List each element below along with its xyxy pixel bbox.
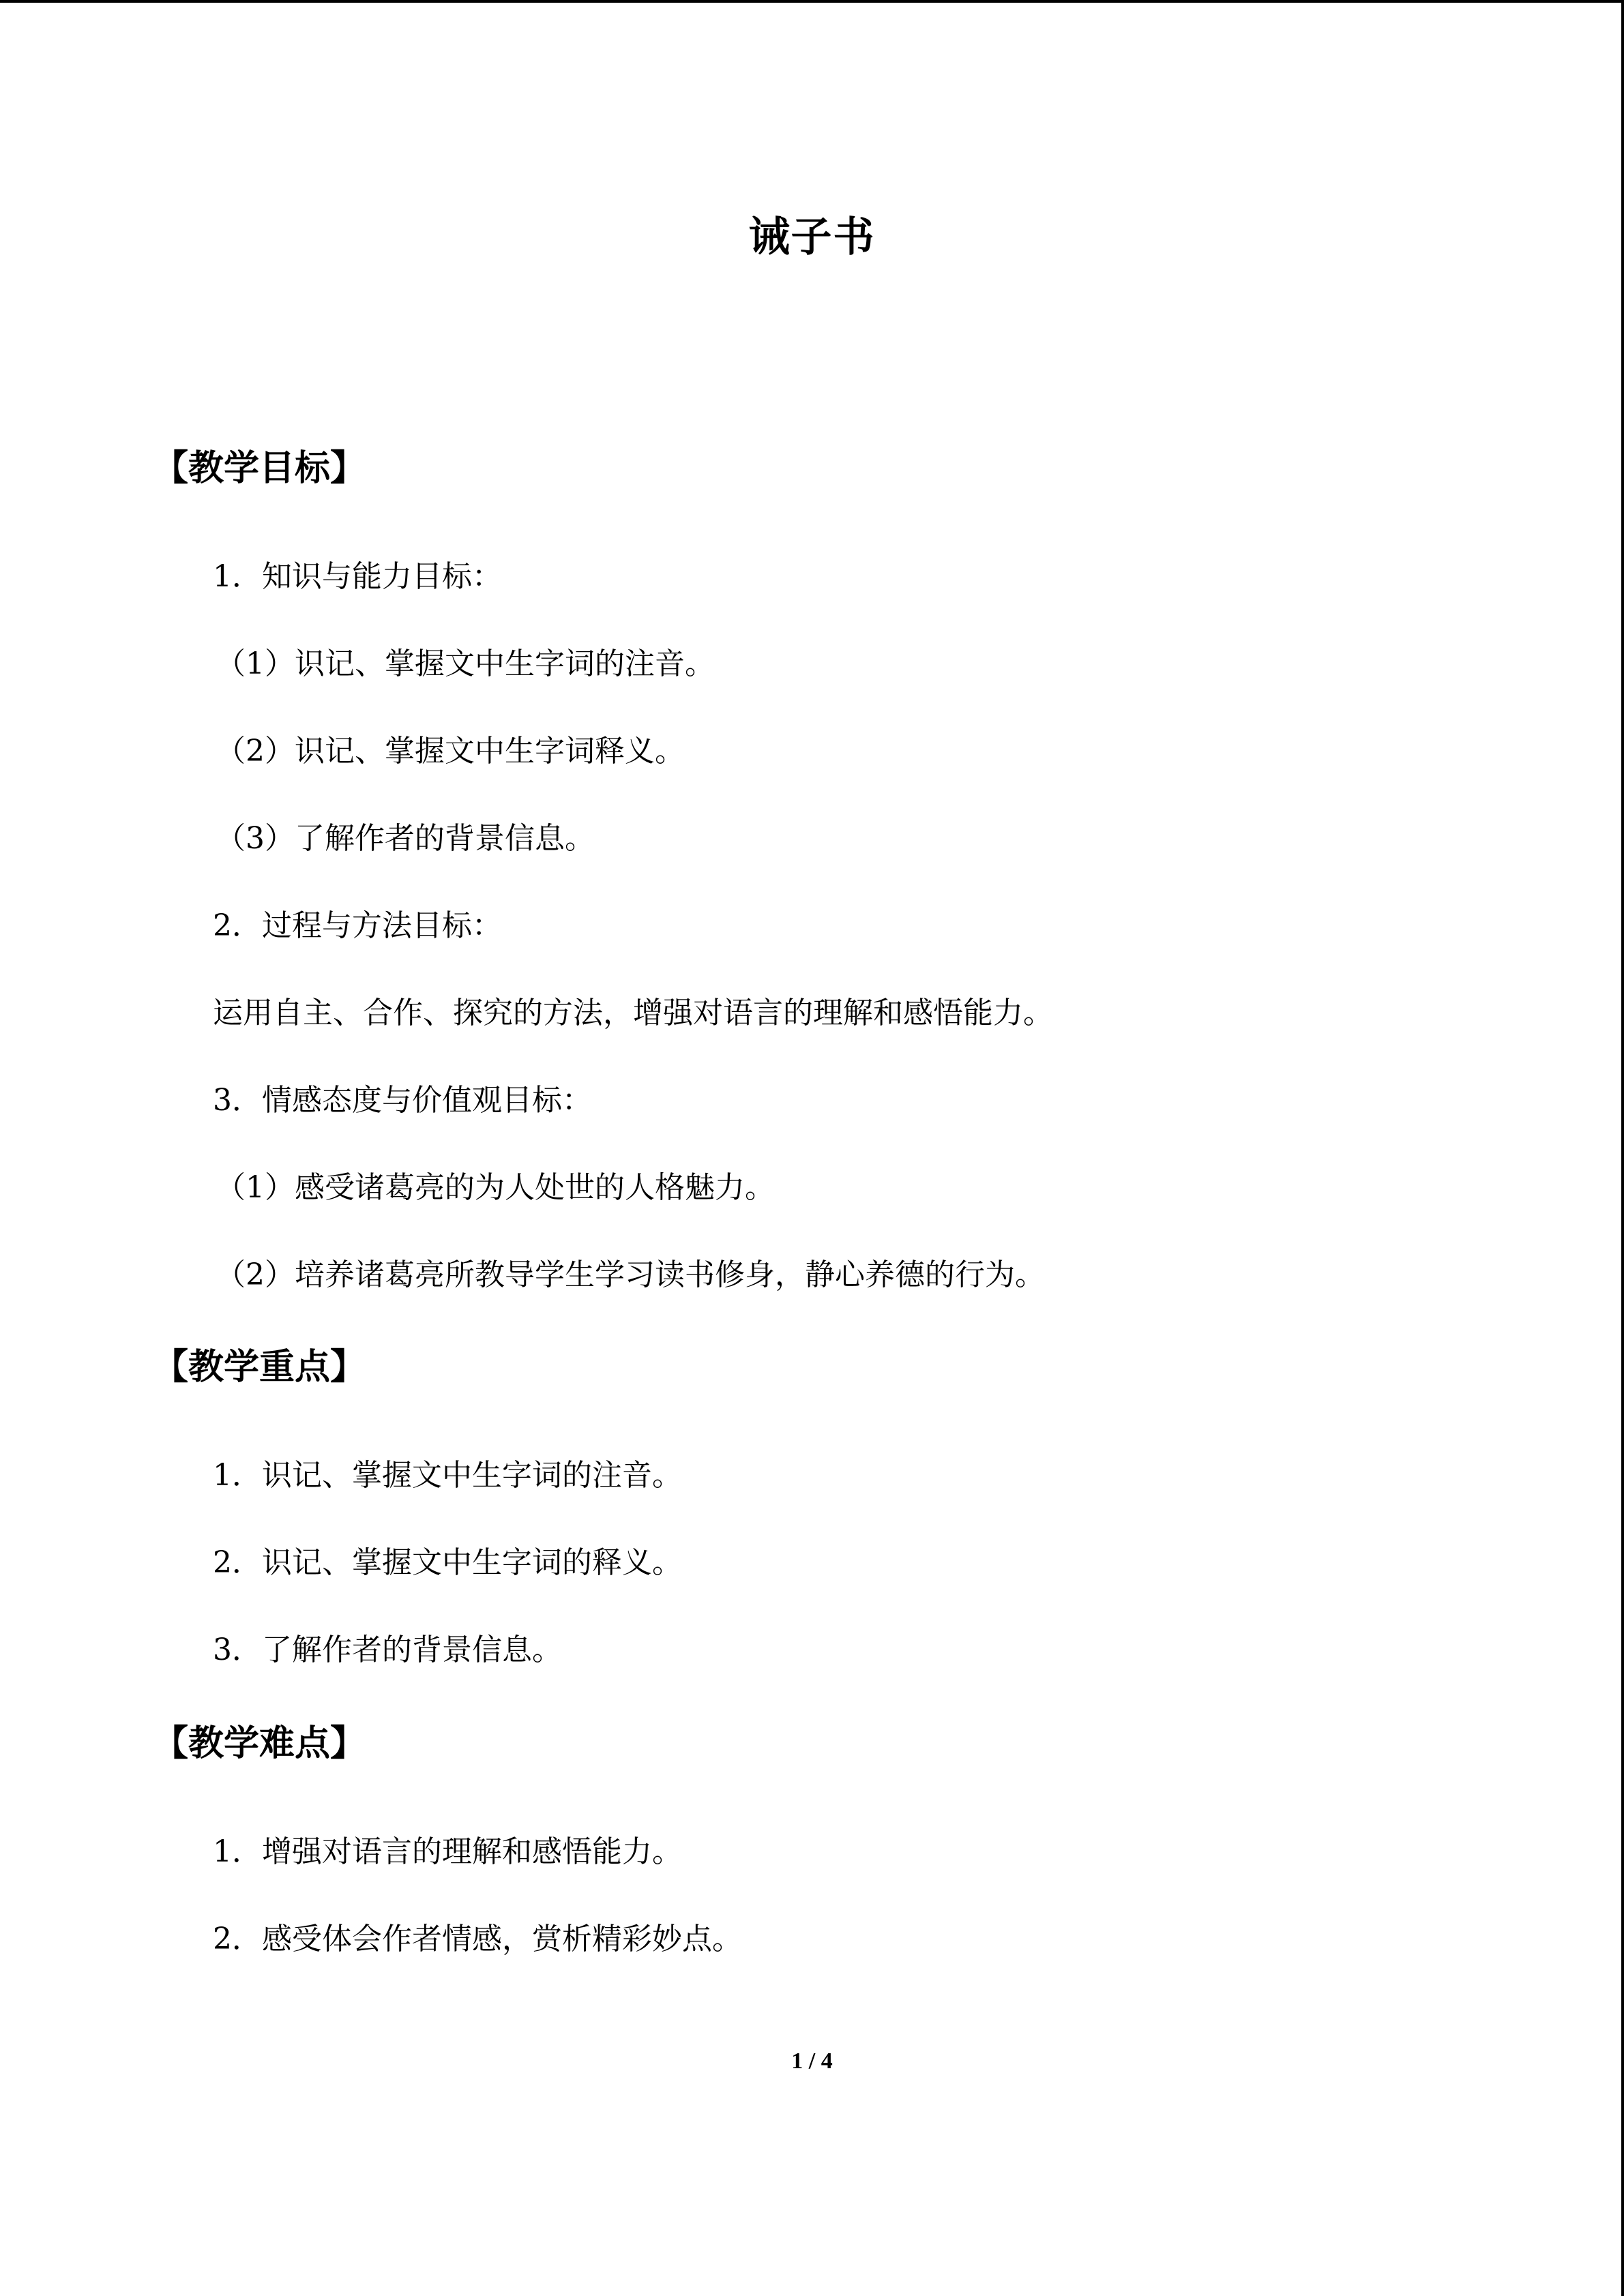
key-points-line: 2．识记、掌握文中生字词的释义。 bbox=[213, 1545, 682, 1580]
difficulties-line: 1．增强对语言的理解和感悟能力。 bbox=[213, 1834, 682, 1869]
key-points-line: 3．了解作者的背景信息。 bbox=[213, 1632, 562, 1667]
objectives-line: （2）识记、掌握文中生字词释义。 bbox=[216, 734, 685, 769]
page-number: 1 / 4 bbox=[791, 2048, 833, 2074]
objectives-line: 1．知识与能力目标： bbox=[213, 559, 502, 594]
objectives-line: （2）培养诸葛亮所教导学生学习读书修身，静心养德的行为。 bbox=[216, 1257, 1045, 1292]
section-heading-objectives: 【教学目标】 bbox=[153, 448, 366, 489]
difficulties-line: 2．感受体会作者情感，赏析精彩妙点。 bbox=[213, 1922, 742, 1956]
objectives-line: 3．情感态度与价值观目标： bbox=[213, 1083, 592, 1118]
objectives-line: 2．过程与方法目标： bbox=[213, 908, 502, 943]
objectives-line: （1）感受诸葛亮的为人处世的人格魅力。 bbox=[216, 1170, 775, 1205]
objectives-line: 运用自主、合作、探究的方法，增强对语言的理解和感悟能力。 bbox=[213, 996, 1053, 1030]
section-heading-difficulties: 【教学难点】 bbox=[153, 1723, 366, 1764]
document-title: 诫子书 bbox=[748, 213, 876, 261]
objectives-line: （1）识记、掌握文中生字词的注音。 bbox=[216, 646, 715, 681]
key-points-line: 1．识记、掌握文中生字词的注音。 bbox=[213, 1458, 682, 1493]
objectives-line: （3）了解作者的背景信息。 bbox=[216, 821, 595, 856]
section-heading-key-points: 【教学重点】 bbox=[153, 1347, 366, 1388]
